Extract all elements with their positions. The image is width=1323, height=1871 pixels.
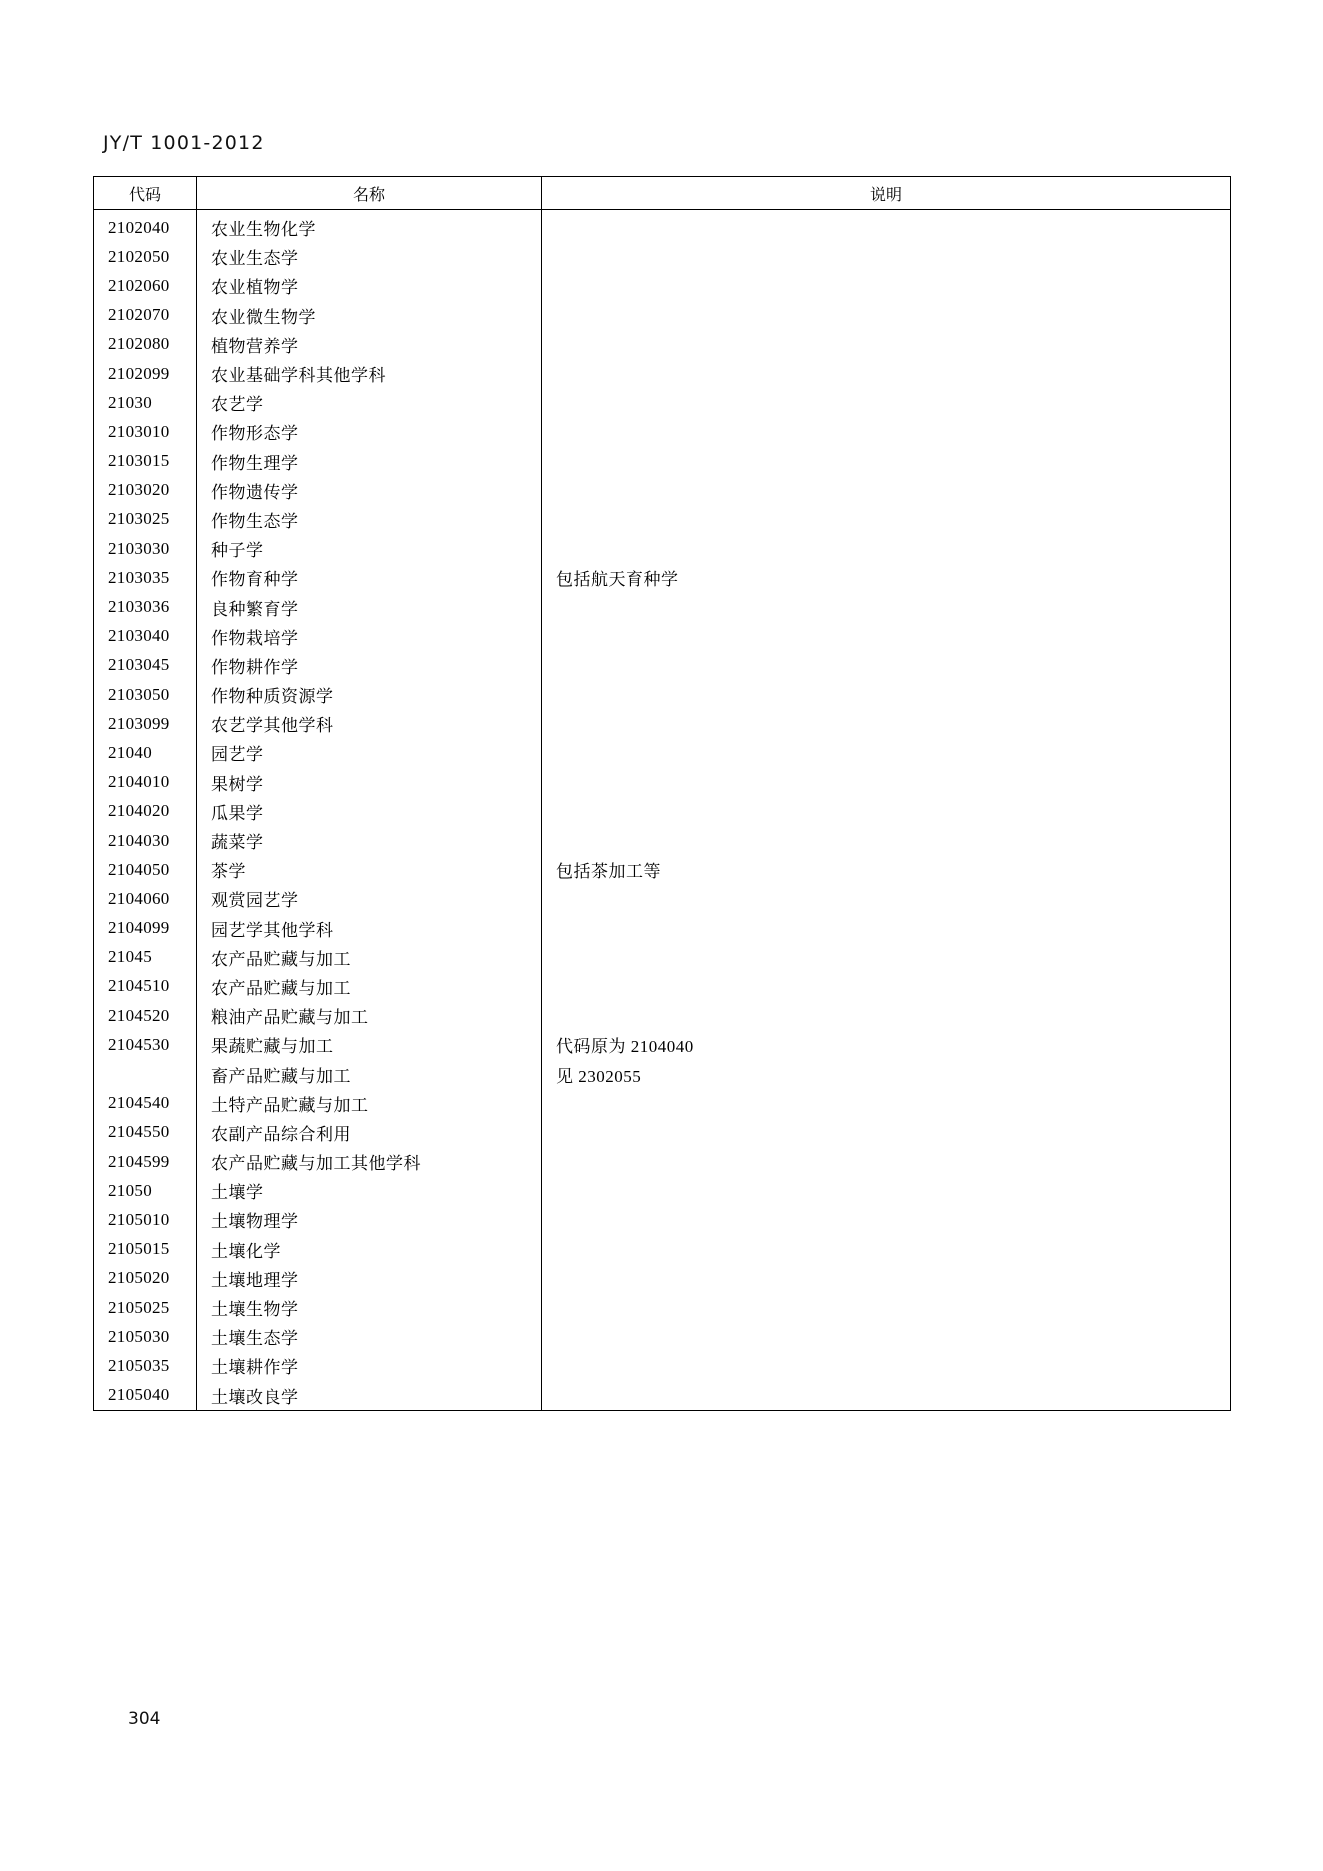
cell-name: 土壤改良学 xyxy=(197,1381,542,1411)
table-head xyxy=(94,177,1231,210)
table-row xyxy=(94,1205,1231,1234)
table-row xyxy=(94,210,1231,243)
table-row xyxy=(94,943,1231,972)
cell-description xyxy=(542,1001,1231,1030)
cell-name: 农产品贮藏与加工 xyxy=(197,943,542,972)
cell-name: 土壤生物学 xyxy=(197,1293,542,1322)
cell-description xyxy=(542,1264,1231,1293)
cell-name: 作物生态学 xyxy=(197,505,542,534)
cell-name: 农产品贮藏与加工其他学科 xyxy=(197,1147,542,1176)
cell-name: 茶学 xyxy=(197,855,542,884)
cell-name: 蔬菜学 xyxy=(197,826,542,855)
cell-code: 2105010 xyxy=(94,1205,197,1234)
table-body xyxy=(94,210,1231,1411)
cell-name: 土壤化学 xyxy=(197,1235,542,1264)
cell-code: 2104510 xyxy=(94,972,197,1001)
table-row xyxy=(94,797,1231,826)
cell-code: 2104550 xyxy=(94,1118,197,1147)
cell-code: 2104599 xyxy=(94,1147,197,1176)
cell-description xyxy=(542,534,1231,563)
cell-name: 农艺学其他学科 xyxy=(197,709,542,738)
table-row xyxy=(94,738,1231,767)
cell-name: 园艺学其他学科 xyxy=(197,914,542,943)
cell-description xyxy=(542,680,1231,709)
cell-name: 作物栽培学 xyxy=(197,622,542,651)
column-header-code: 代码 xyxy=(94,177,197,210)
cell-code: 2103020 xyxy=(94,476,197,505)
cell-code xyxy=(94,1059,197,1088)
cell-code: 21030 xyxy=(94,388,197,417)
cell-description xyxy=(542,1322,1231,1351)
cell-name: 作物形态学 xyxy=(197,417,542,446)
cell-name: 农业植物学 xyxy=(197,271,542,300)
classification-code-table xyxy=(93,176,1231,1411)
cell-code: 2103045 xyxy=(94,651,197,680)
cell-description xyxy=(542,797,1231,826)
table-row xyxy=(94,1059,1231,1088)
cell-description xyxy=(542,505,1231,534)
cell-name: 土壤耕作学 xyxy=(197,1351,542,1380)
table-row xyxy=(94,447,1231,476)
cell-description xyxy=(542,447,1231,476)
cell-code: 2102099 xyxy=(94,359,197,388)
cell-code: 21050 xyxy=(94,1176,197,1205)
cell-name: 园艺学 xyxy=(197,738,542,767)
cell-code: 2102040 xyxy=(94,210,197,243)
table-header-row xyxy=(94,177,1231,210)
table-row xyxy=(94,476,1231,505)
table-row xyxy=(94,1089,1231,1118)
cell-code: 2104099 xyxy=(94,914,197,943)
table-row xyxy=(94,884,1231,913)
cell-code: 2105020 xyxy=(94,1264,197,1293)
cell-name: 农艺学 xyxy=(197,388,542,417)
table-row xyxy=(94,534,1231,563)
cell-description: 包括航天育种学 xyxy=(542,563,1231,592)
cell-code: 21040 xyxy=(94,738,197,767)
cell-code: 2104030 xyxy=(94,826,197,855)
cell-description xyxy=(542,210,1231,243)
cell-name: 土壤地理学 xyxy=(197,1264,542,1293)
cell-description xyxy=(542,1089,1231,1118)
cell-code: 2103035 xyxy=(94,563,197,592)
table-row xyxy=(94,1001,1231,1030)
table-row xyxy=(94,388,1231,417)
table-row xyxy=(94,622,1231,651)
cell-description xyxy=(542,1176,1231,1205)
table-row xyxy=(94,972,1231,1001)
cell-description xyxy=(542,476,1231,505)
table-row xyxy=(94,592,1231,621)
table-row xyxy=(94,1235,1231,1264)
table-row xyxy=(94,680,1231,709)
column-header-description: 说明 xyxy=(542,177,1231,210)
cell-code: 2104540 xyxy=(94,1089,197,1118)
cell-code: 2104010 xyxy=(94,768,197,797)
cell-code: 2104050 xyxy=(94,855,197,884)
cell-code: 2104520 xyxy=(94,1001,197,1030)
cell-description xyxy=(542,943,1231,972)
cell-name: 土特产品贮藏与加工 xyxy=(197,1089,542,1118)
table-row xyxy=(94,330,1231,359)
cell-code: 2105015 xyxy=(94,1235,197,1264)
cell-code: 2103010 xyxy=(94,417,197,446)
cell-description xyxy=(542,1293,1231,1322)
classification-code-table-wrapper xyxy=(93,176,1230,1411)
cell-code: 2103030 xyxy=(94,534,197,563)
cell-name: 畜产品贮藏与加工 xyxy=(197,1059,542,1088)
table-row xyxy=(94,1381,1231,1411)
cell-name: 作物育种学 xyxy=(197,563,542,592)
cell-description xyxy=(542,388,1231,417)
cell-description xyxy=(542,738,1231,767)
cell-description xyxy=(542,1118,1231,1147)
cell-description xyxy=(542,417,1231,446)
cell-code: 2103040 xyxy=(94,622,197,651)
cell-code: 2103025 xyxy=(94,505,197,534)
cell-description xyxy=(542,242,1231,271)
cell-name: 作物耕作学 xyxy=(197,651,542,680)
cell-code: 21045 xyxy=(94,943,197,972)
table-row xyxy=(94,1030,1231,1059)
cell-description xyxy=(542,826,1231,855)
cell-code: 2104020 xyxy=(94,797,197,826)
cell-description xyxy=(542,884,1231,913)
cell-code: 2103036 xyxy=(94,592,197,621)
cell-description xyxy=(542,651,1231,680)
cell-description xyxy=(542,709,1231,738)
cell-code: 2105035 xyxy=(94,1351,197,1380)
cell-name: 农业基础学科其他学科 xyxy=(197,359,542,388)
cell-description xyxy=(542,330,1231,359)
cell-name: 土壤学 xyxy=(197,1176,542,1205)
cell-name: 作物种质资源学 xyxy=(197,680,542,709)
table-row xyxy=(94,914,1231,943)
cell-description xyxy=(542,359,1231,388)
table-row xyxy=(94,301,1231,330)
table-row xyxy=(94,826,1231,855)
table-row xyxy=(94,505,1231,534)
table-row xyxy=(94,271,1231,300)
table-row xyxy=(94,1351,1231,1380)
cell-description xyxy=(542,914,1231,943)
cell-name: 农产品贮藏与加工 xyxy=(197,972,542,1001)
cell-code: 2103050 xyxy=(94,680,197,709)
cell-name: 瓜果学 xyxy=(197,797,542,826)
cell-name: 粮油产品贮藏与加工 xyxy=(197,1001,542,1030)
table-row xyxy=(94,1264,1231,1293)
table-row xyxy=(94,651,1231,680)
cell-name: 土壤生态学 xyxy=(197,1322,542,1351)
page-header-standard-number: JY/T 1001-2012 xyxy=(103,132,265,154)
table-row xyxy=(94,1147,1231,1176)
table-row xyxy=(94,1293,1231,1322)
table-row xyxy=(94,359,1231,388)
cell-name: 农业微生物学 xyxy=(197,301,542,330)
table-row xyxy=(94,768,1231,797)
cell-name: 果树学 xyxy=(197,768,542,797)
cell-description: 包括茶加工等 xyxy=(542,855,1231,884)
page-number: 304 xyxy=(128,1709,161,1729)
cell-name: 作物遗传学 xyxy=(197,476,542,505)
cell-description: 代码原为 2104040 xyxy=(542,1030,1231,1059)
table-row xyxy=(94,242,1231,271)
cell-description xyxy=(542,1381,1231,1411)
cell-description xyxy=(542,1205,1231,1234)
cell-code: 2103015 xyxy=(94,447,197,476)
cell-name: 良种繁育学 xyxy=(197,592,542,621)
cell-code: 2102080 xyxy=(94,330,197,359)
cell-code: 2104530 xyxy=(94,1030,197,1059)
cell-name: 观赏园艺学 xyxy=(197,884,542,913)
table-row xyxy=(94,563,1231,592)
cell-code: 2104060 xyxy=(94,884,197,913)
table-row xyxy=(94,709,1231,738)
cell-description: 见 2302055 xyxy=(542,1059,1231,1088)
cell-description xyxy=(542,1147,1231,1176)
cell-name: 作物生理学 xyxy=(197,447,542,476)
cell-code: 2105025 xyxy=(94,1293,197,1322)
cell-code: 2105030 xyxy=(94,1322,197,1351)
cell-description xyxy=(542,592,1231,621)
cell-description xyxy=(542,1235,1231,1264)
cell-description xyxy=(542,1351,1231,1380)
cell-code: 2103099 xyxy=(94,709,197,738)
cell-code: 2102050 xyxy=(94,242,197,271)
cell-name: 果蔬贮藏与加工 xyxy=(197,1030,542,1059)
column-header-name: 名称 xyxy=(197,177,542,210)
cell-description xyxy=(542,768,1231,797)
cell-code: 2102060 xyxy=(94,271,197,300)
table-row xyxy=(94,855,1231,884)
cell-name: 种子学 xyxy=(197,534,542,563)
cell-name: 植物营养学 xyxy=(197,330,542,359)
table-row xyxy=(94,1176,1231,1205)
table-row xyxy=(94,417,1231,446)
cell-name: 农副产品综合利用 xyxy=(197,1118,542,1147)
cell-name: 土壤物理学 xyxy=(197,1205,542,1234)
cell-name: 农业生态学 xyxy=(197,242,542,271)
cell-description xyxy=(542,622,1231,651)
cell-description xyxy=(542,972,1231,1001)
table-row xyxy=(94,1322,1231,1351)
cell-code: 2102070 xyxy=(94,301,197,330)
cell-code: 2105040 xyxy=(94,1381,197,1411)
cell-description xyxy=(542,301,1231,330)
cell-name: 农业生物化学 xyxy=(197,210,542,243)
cell-description xyxy=(542,271,1231,300)
table-row xyxy=(94,1118,1231,1147)
